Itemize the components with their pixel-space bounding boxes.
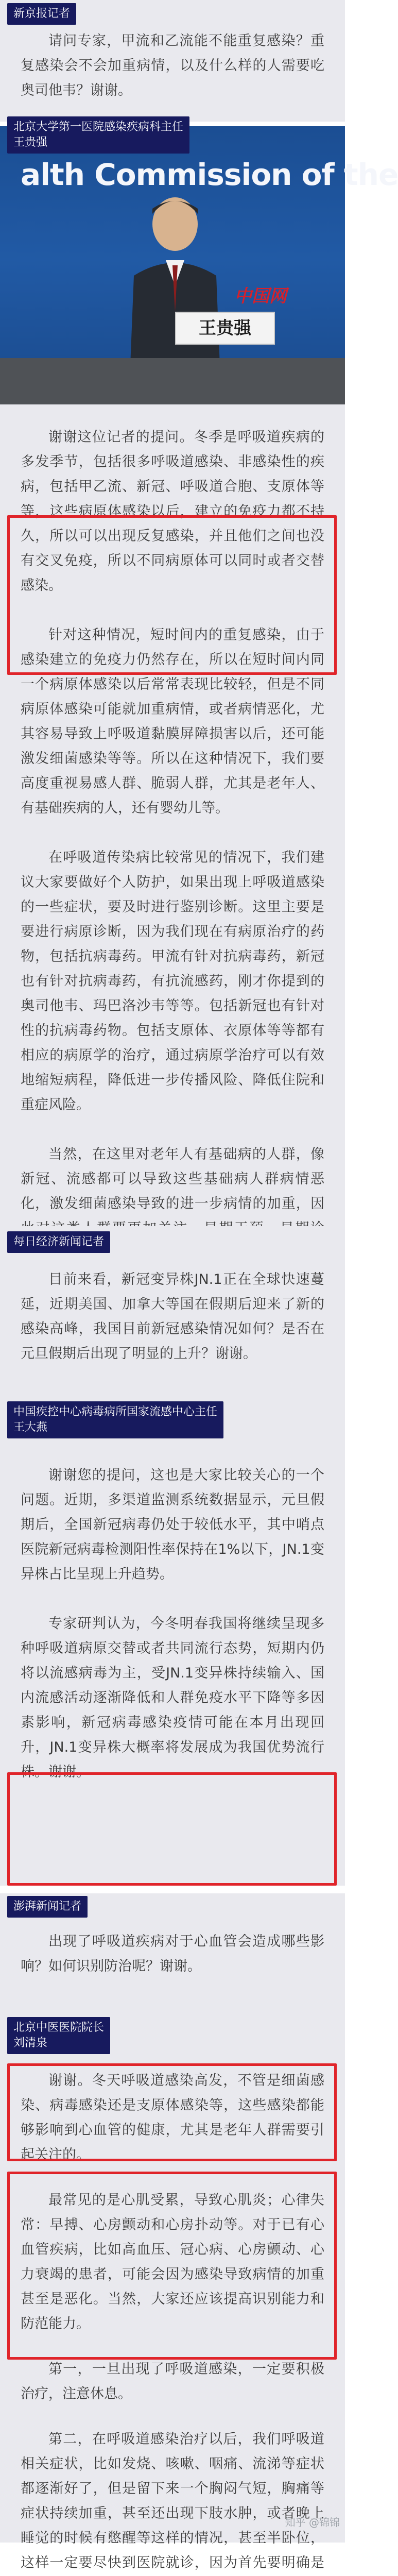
press-conference-photo bbox=[0, 126, 398, 404]
speaker-tag bbox=[7, 3, 76, 25]
paragraph: 谢谢您的提问，这也是大家比较关心的一个问题。近期，多渠道监测系统数据显示，元旦假期后，全国新冠病毒仍处于较低水平，其中哨点医院新冠病毒检测阳性率保持在1%以下，JN.1变异株占比呈现上升趋势。 bbox=[21, 1467, 324, 1582]
paragraph: 第二，在呼吸道感染治疗以后，我们呼吸道相关症状，比如发烧、咳嗽、咽痛、流涕等症状都逐渐好了，但是留下来一个胸闷气短，胸痛等症状持续加重，甚至还出现下肢水肿，或者晚上睡觉的时候有憋醒等这样的情况，甚至半卧位，这样一定要尽快到医院就诊，因为首先要明确是 bbox=[21, 2431, 324, 2571]
speaker-title: 中国疾控中心病毒病所国家流感中心主任 bbox=[13, 1405, 218, 1418]
speaker-tag bbox=[7, 1896, 88, 1918]
paragraph: 第一，一旦出现了呼吸道感染，一定要积极治疗，注意休息。 bbox=[21, 2361, 324, 2402]
speaker-name: 王贵强 bbox=[13, 136, 48, 149]
speaker-name: 每日经济新闻记者 bbox=[13, 1235, 105, 1248]
watermark-credit: 知乎 @锦锦 bbox=[285, 2516, 340, 2529]
answer-panel-3 bbox=[0, 2012, 345, 2571]
speaker-tag bbox=[7, 1401, 223, 1438]
paragraph: 请问专家，甲流和乙流能不能重复感染？重复感染会不会加重病情，以及什么样的人需要吃奥司他韦？谢谢。 bbox=[21, 33, 324, 98]
speaker-name: 新京报记者 bbox=[13, 7, 71, 20]
paragraph: 当然，在这里对老年人有基础病的人群，像新冠、流感都可以导致这些基础病人群病情恶化，激发细菌感染导致的进一步病情的加重，因 bbox=[21, 1146, 324, 1212]
paragraph: 最常见的是心肌受累，导致心肌炎；心律失常：早搏、心房颤动和心房扑动等。对于已有心血管疾病，比如高血压、冠心病、心房颤动、心力衰竭的患者，可能会因为感染导致病情的加重甚至是恶化。当然，大家还应该提高识别能力和防范能力。 bbox=[21, 2192, 324, 2332]
paragraph: 谢谢。冬天呼吸道感染高发，不管是细菌感染、病毒感染还是支原体感染等，这些感染都能够影响到心血管的健康，尤其是老年人群需要引起关注的。 bbox=[21, 2073, 324, 2163]
paragraph: 目前来看，新冠变异株JN.1正在全球快速蔓延，近期美国、加拿大等国在假期后迎来了新的感染高峰，我国目前新冠感染情况如何？是否在元旦假期后出现了明显的上升？谢谢。 bbox=[21, 1272, 324, 1362]
answer-panel-1 bbox=[0, 404, 345, 1226]
paragraph: 专家研判认为，今冬明春我国将继续呈现多种呼吸道病原交替或者共同流行态势，短期内仍将以流感病毒为主，受JN.1变异株持续输入、国内流感活动逐渐降低和人群免疫水平下降等多因素影响，新冠病毒感染疫情可能在本月出现回升，JN.1变异株大概率将发展成为我国优势流行株。谢谢。 bbox=[21, 1616, 324, 1780]
speaker-tag bbox=[7, 2017, 110, 2054]
speaker-name: 王大燕 bbox=[13, 1421, 48, 1434]
speaker-title: 北京大学第一医院感染疾病科主任 bbox=[13, 121, 184, 133]
desk bbox=[0, 358, 345, 404]
answer-panel-2 bbox=[0, 1396, 345, 1886]
logo: 中国网 bbox=[234, 286, 287, 307]
paragraph: 出现了呼吸道疾病对于心血管会造成哪些影响？如何识别防治呢？谢谢。 bbox=[21, 1934, 324, 1974]
paragraph: 针对这种情况，短时间内的重复感染，由于感染建立的免疫力仍然存在，所以在短时间内同一个病原体感染以后常常表现比较轻，但是不同病原体感染可能就加重病情，或者病情恶化，尤其容易导致上呼吸道黏膜屏障损害以后，还可能激发细菌感染等等。所以在这种情况下，我们要高度重视易感人群、脆弱人群，尤其是老年人、有基础疾病的人，还有婴幼儿等。 bbox=[21, 627, 324, 816]
speaker-title: 北京中医医院院长 bbox=[13, 2021, 105, 2034]
paragraph: 在呼吸道传染病比较常见的情况下，我们建议大家要做好个人防护，如果出现上呼吸道感染的一些症状，要及时进行鉴别诊断。这里主要是要进行病原诊断，因为我们现在有病原治疗的药物，包括抗病毒药。甲流有针对抗病毒药，新冠也有针对抗病毒药，有抗流感药，刚才你提到的奥司他韦、玛巴洛沙韦等等。包括新冠也有针对性的抗病毒药物。包括支原体、衣原体等等都有相应的病原学的治疗，通过病原学治疗可以有效地缩短病程，降低进一步传播风险、降低住院和重症风险。 bbox=[21, 850, 324, 1113]
paragraph: 谢谢这位记者的提问。冬季是呼吸道疾病的多发季节，包括很多呼吸道感染、非感染性的疾病，包括甲乙流、新冠、呼吸道合胞、支原体等等，这些病原体感染以后，建立的免疫力都不持久，所以可以出现反复感染，并且他们之间也没有交叉免疫，所以不同病原体可以同时或者交替感染。 bbox=[21, 429, 324, 594]
speaker-name: 澎湃新闻记者 bbox=[13, 1900, 82, 1913]
speaker-tag bbox=[7, 116, 189, 154]
nameplate: 王贵强 bbox=[175, 312, 275, 345]
photo-banner-text: alth Commission of the bbox=[21, 157, 398, 192]
speaker-name: 刘清泉 bbox=[13, 2037, 48, 2049]
speaker-tag bbox=[7, 1231, 110, 1253]
